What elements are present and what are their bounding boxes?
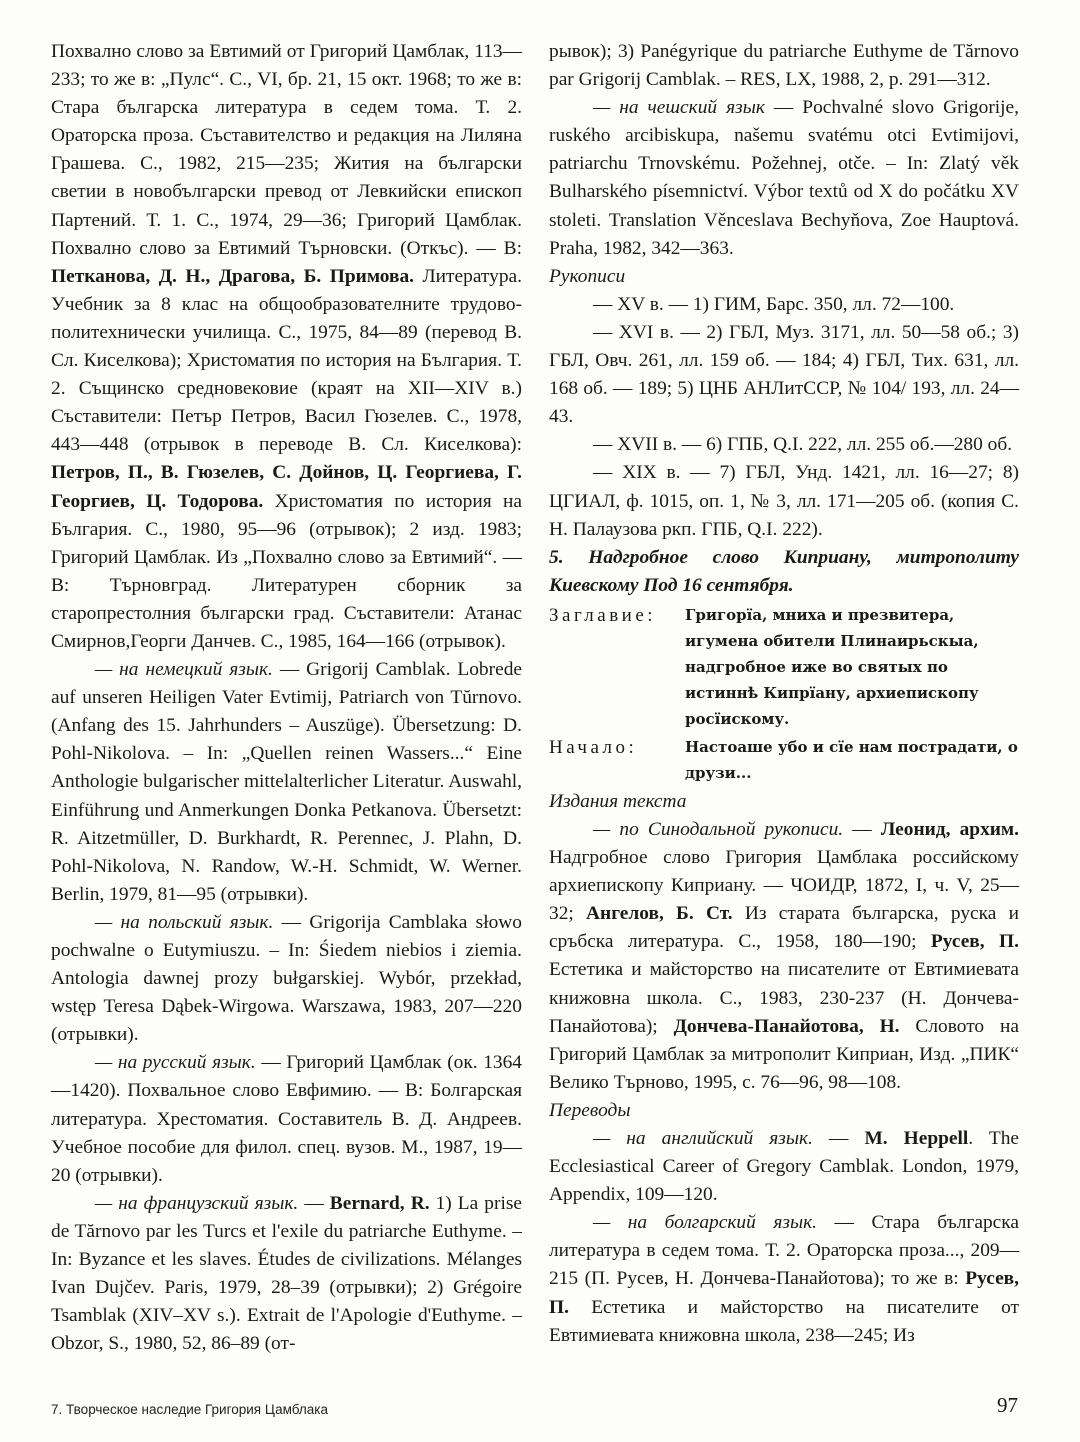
title-row [549, 602, 1019, 732]
english-translation-entry: — на английский язык. — M. Heppell. The Ecclesiastical Career of Gregory Camblak. London, 1979, Appendix, 109—120. [549, 1128, 1020, 1206]
section-5-title: 5. Надгробное слово Киприану, митрополиту Киевскому Под 16 сентября. [549, 546, 1019, 596]
running-footer: 7. Творческое наследие Григория Цамблака [51, 1402, 328, 1417]
right-column [549, 38, 1019, 1350]
left-column [51, 38, 522, 1358]
bulgarian-translation-entry: — на болгарский язык. — Стара българска литература в седем тома. Т. 2. Ораторска проза..., 209—215 (П. Русев, Н. Дончева-Панайотова); то же в: Русев, П. Естетика и майсторство на писателите от Евтимиевата книжовна школа, 238—245; Из [549, 1212, 1019, 1346]
translations-heading: Переводы [549, 1099, 631, 1121]
title-old-slavonic: Григорїа, мниха и презвитера, игумена обители Плинаирьскыа, надгробное иже во святых по истиннѣ Кипрїану, архиепископу росїискому. [685, 605, 979, 728]
bibliography-entry: Похвално слово за Евтимий от Григорий Цамблак, 113—233; то же в: „Пулс“. С., VI, бр. 21, 15 окт. 1968; то же в: Стара българска литература в седем тома. Т. 2. Ораторска проза. Съставителство и редакция на Лиляна Грашева. С., 1982, 215—235; Жития на български светии в новобългарски превод от Левкийски епископ Партений. Т. 1. С., 1974, 29—36; Григорий Цамблак. Похвално слово за Евтимий Търновски. (Откъс). — В: Петканова, Д. Н., Драгова, Б. Примова. Литература. Учебник за 8 клас на общообразователните трудово-политехнически училища. С., 1975, 84—89 (перевод В. Сл. Киселкова); Христоматия по история на България. Т. 2. Същинско средновековие (краят на XII—XIV в.) Съставители: Петър Петров, Васил Гюзелев. С., 1978, 443—448 (отрывок в переводе В. Сл. Киселкова): Петров, П., В. Гюзелев, С. Дойнов, Ц. Георгиева, Г. Георгиев, Ц. Тодорова. Христоматия по история на България. С., 1980, 95—96 (отрывок); 2 изд. 1983; Григорий Цамблак. Из „Похвално слово за Евтимий“. — В: Търновград. Литературен сборник за старопрестолния български град. Съставители: Атанас Смирнов,Георги Данчев. С., 1985, 164—166 (отрывок). [51, 41, 522, 652]
manuscripts-heading: Рукописи [549, 265, 626, 287]
incipit-old-slavonic: Настоаше убо и сїе нам пострадати, о друзи... [685, 737, 1018, 782]
incipit-label: Начало: [549, 736, 638, 758]
title-label: Заглавие: [549, 604, 657, 626]
incipit-row [549, 734, 1019, 786]
manuscript-entry: — XV в. — 1) ГИМ, Барс. 350, лл. 72—100. [593, 293, 955, 315]
german-translation-entry: — на немецкий язык. — Grigorij Camblak. Lobrede auf unseren Heiligen Vater Evtimij, Patriarch von Tŭrnovo. (Anfang des 15. Jahrhunders – Auszüge). Übersetzung: D. Pohl-Nikolova. – In: „Quellen reinen Wassers...“ Eine Anthologie bulgarischer mittelalterlicher Literatur. Auswahl, Einführung und Anmerkungen Donka Petkanova. Übersetzt: R. Aitzetmüller, D. Burkhardt, R. Perennec, J. Plahn, D. Pohl-Nikolova, N. Randow, W.-H. Schmidt, W. Werner. Berlin, 1979, 81—95 (отрывки). [51, 659, 522, 905]
page-number: 97 [997, 1393, 1018, 1417]
french-entry-continuation: рывок); 3) Panégyrique du patriarche Euthyme de Tărnovo par Grigorij Camblak. – RES, LX, 1988, 2, p. 291—312. [549, 41, 1019, 91]
french-translation-entry: — на французский язык. — Bernard, R. 1) La prise de Tărnovo par les Turcs et l'exile du patriarche Euthyme. – In: Byzance et les slaves. Études de civilizations. Mélanges Ivan Dujčev. Paris, 1979, 28–39 (отрывки); 2) Grégoire Tsamblak (XIV–XV s.). Extrait de l'Apologie d'Euthyme. – Obzor, S., 1980, 52, 86–89 (от- [51, 1192, 522, 1355]
edition-entry: — по Синодальной рукописи. — Леонид, архим. Надгробное слово Григория Цамблака российскому архиепископу Киприану. — ЧОИДР, 1872, I, ч. V, 25—32; Ангелов, Б. Ст. Из старата българска, руска и сръбска литература. С., 1958, 180—190; Русев, П. Естетика и майсторство на писателите от Евтимиевата книжовна школа. С., 1983, 230-237 (Н. Дончева-Панайотова); Дончева-Панайотова, Н. Словото на Григорий Цамблак за митрополит Киприан, Изд. „ПИК“ Велико Търново, 1995, с. 76—96, 98—108. [549, 818, 1019, 1093]
russian-translation-entry: — на русский язык. — Григорий Цамблак (ок. 1364—1420). Похвальное слово Евфимию. — В: Болгарская литература. Хрестоматия. Составитель В. Д. Андреев. Учебное пособие для филол. спец. вузов. М., 1987, 19—20 (отрывки). [51, 1052, 522, 1186]
czech-translation-entry: — на чешский язык — Pochvalné slovo Grigorije, ruského arcibiskupa, našemu svatému otci Evtimijovi, patriarchu Trnovskému. Požehnej, otče. – In: Zlatý věk Bulharského písemnictví. Výbor textů od X do počátku XV stoleti. Translation Věnceslava Bechyňova, Zoe Hauptová. Praha, 1982, 342—363. [549, 97, 1020, 259]
manuscript-entry: — XIX в. — 7) ГБЛ, Унд. 1421, лл. 16—27; 8) ЦГИАЛ, ф. 1015, оп. 1, № 3, лл. 171—205 об. (копия С. Н. Палаузова ркп. ГПБ, Q.I. 222). [549, 462, 1019, 540]
polish-translation-entry: — на польский язык. — Grigorija Camblaka słowo pochwalne o Eutymiuszu. – In: Śiedem niebios i ziemia. Antologia dawnej prozy bułgarskiej. Wybór, przekład, wstęp Teresa Dąbek-Wirgowa. Warszawa, 1983, 207—220 (отрывки). [51, 911, 522, 1046]
manuscript-entry: — XVII в. — 6) ГПБ, Q.I. 222, лл. 255 об.—280 об. [593, 434, 1013, 456]
manuscript-entry: — XVI в. — 2) ГБЛ, Муз. 3171, лл. 50—58 об.; 3) ГБЛ, Овч. 261, лл. 159 об. — 184; 4) ГБЛ, Тих. 631, лл. 168 об. — 189; 5) ЦНБ АНЛитССР, № 104/ 193, лл. 24—43. [549, 321, 1019, 428]
editions-heading: Издания текста [549, 790, 687, 812]
